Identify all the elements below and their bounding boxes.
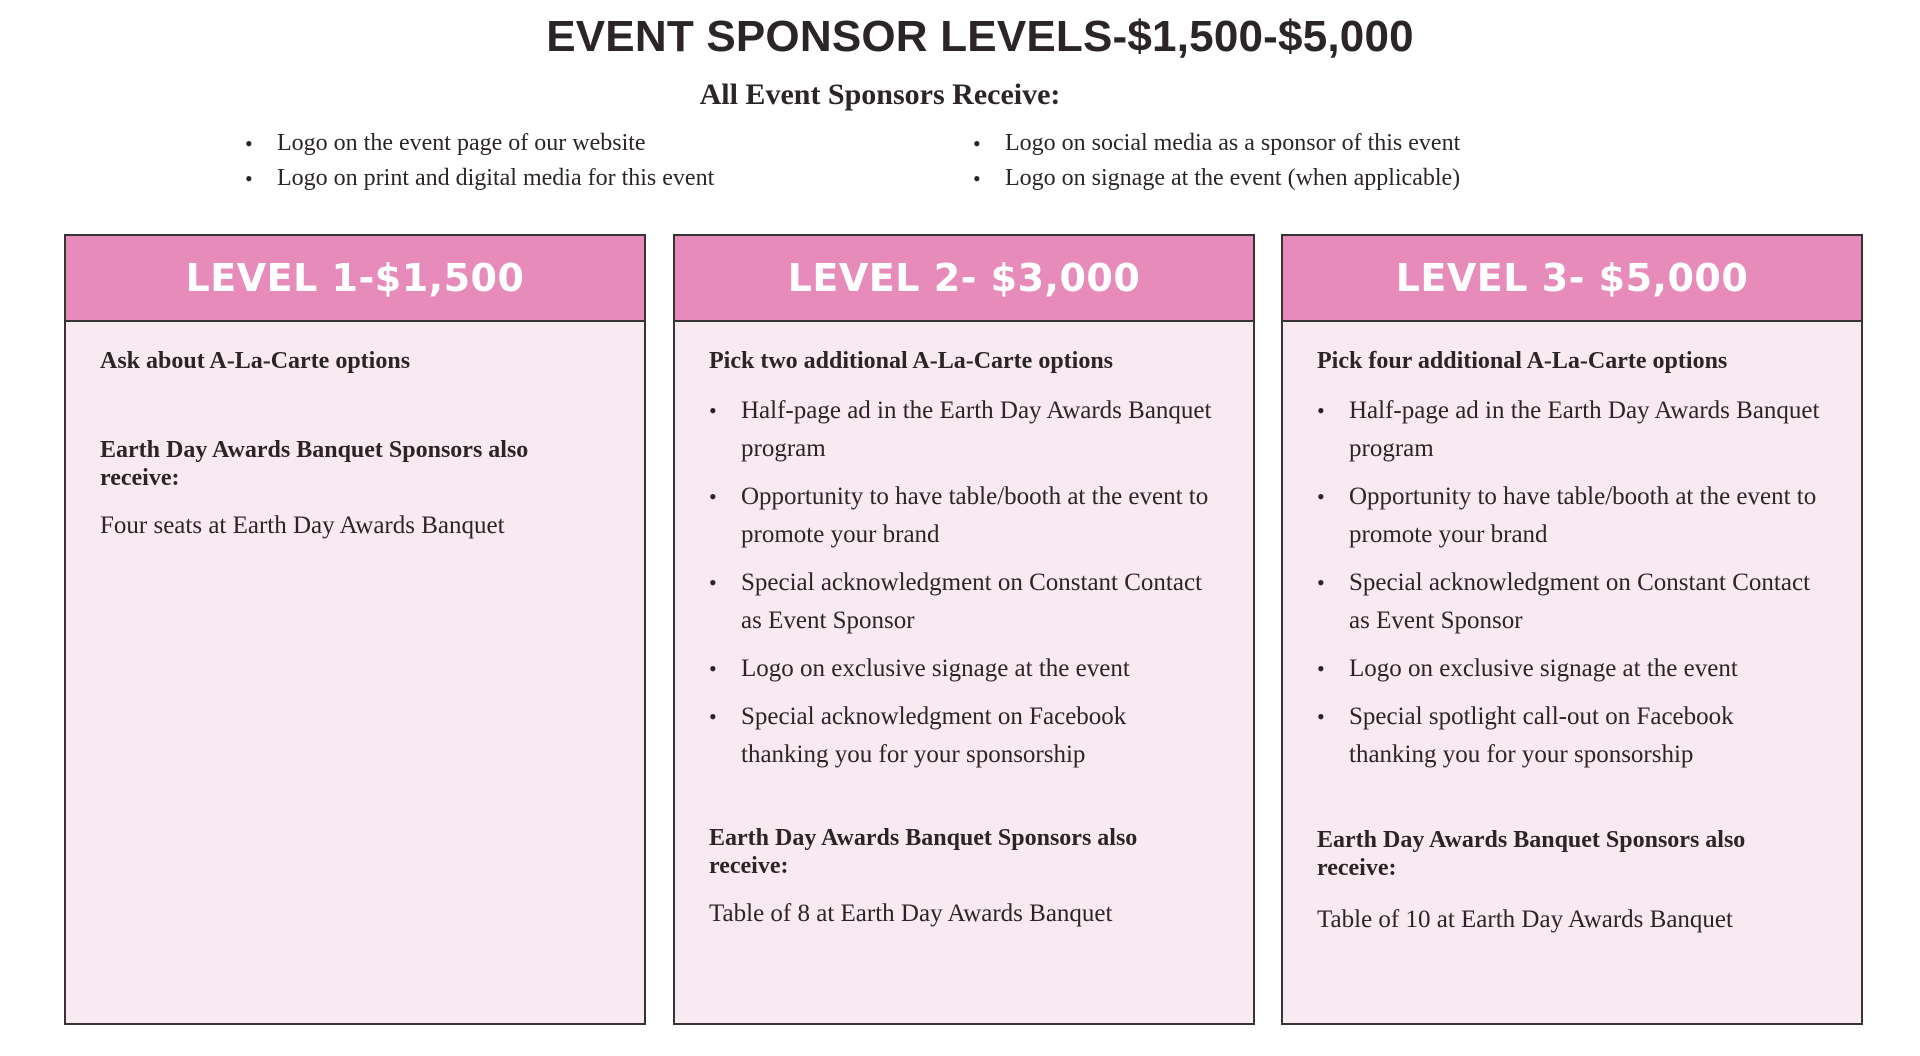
option-item: • Special acknowledgment on Facebook thanking you for your sponsorship [709,698,1219,774]
level-3-options [1317,392,1827,774]
option-item: • Opportunity to have table/booth at the event to promote your brand [1317,478,1827,554]
level-2-banquet-heading: Earth Day Awards Banquet Sponsors also receive: [709,825,1138,879]
level-2-banquet-value: Table of 8 at Earth Day Awards Banquet [709,900,1113,927]
option-item: • Special acknowledgment on Constant Contact as Event Sponsor [709,564,1219,640]
level-2-body [675,322,1253,930]
common-benefits-left [245,126,714,196]
benefit-item: • Logo on signage at the event (when applicable) [973,161,1460,196]
option-item: • Opportunity to have table/booth at the event to promote your brand [709,478,1219,554]
level-1-lead: Ask about A-La-Carte options [100,348,411,374]
level-1-card [64,234,646,1025]
page-subtitle: All Event Sponsors Receive: [699,78,1061,111]
level-3-body [1283,322,1861,936]
level-3-banquet-value: Table of 10 at Earth Day Awards Banquet [1317,906,1733,933]
common-benefits-right [973,126,1460,196]
level-3-card [1281,234,1863,1025]
page-title: EVENT SPONSOR LEVELS-$1,500-$5,000 [546,12,1414,61]
level-2-header: LEVEL 2- $3,000 [675,236,1253,322]
option-item: • Logo on exclusive signage at the event [1317,650,1827,688]
benefit-item: • Logo on print and digital media for this event [245,161,714,196]
level-1-banquet-heading: Earth Day Awards Banquet Sponsors also receive: [100,437,529,491]
level-1-banquet-value: Four seats at Earth Day Awards Banquet [100,512,505,539]
level-1-body [66,322,644,542]
benefit-item: • Logo on social media as a sponsor of this event [973,126,1460,161]
level-2-card [673,234,1255,1025]
level-2-lead: Pick two additional A-La-Carte options [709,348,1114,374]
option-item: • Special spotlight call-out on Facebook thanking you for your sponsorship [1317,698,1827,774]
level-3-header: LEVEL 3- $5,000 [1283,236,1861,322]
option-item: • Special acknowledgment on Constant Contact as Event Sponsor [1317,564,1827,640]
level-3-lead: Pick four additional A-La-Carte options [1317,348,1728,374]
benefit-item: • Logo on the event page of our website [245,126,714,161]
level-1-header: LEVEL 1-$1,500 [66,236,644,322]
option-item: • Half-page ad in the Earth Day Awards Banquet program [1317,392,1827,468]
option-item: • Half-page ad in the Earth Day Awards Banquet program [709,392,1219,468]
level-2-options [709,392,1219,774]
option-item: • Logo on exclusive signage at the event [709,650,1219,688]
level-3-banquet-heading: Earth Day Awards Banquet Sponsors also receive: [1317,827,1746,881]
